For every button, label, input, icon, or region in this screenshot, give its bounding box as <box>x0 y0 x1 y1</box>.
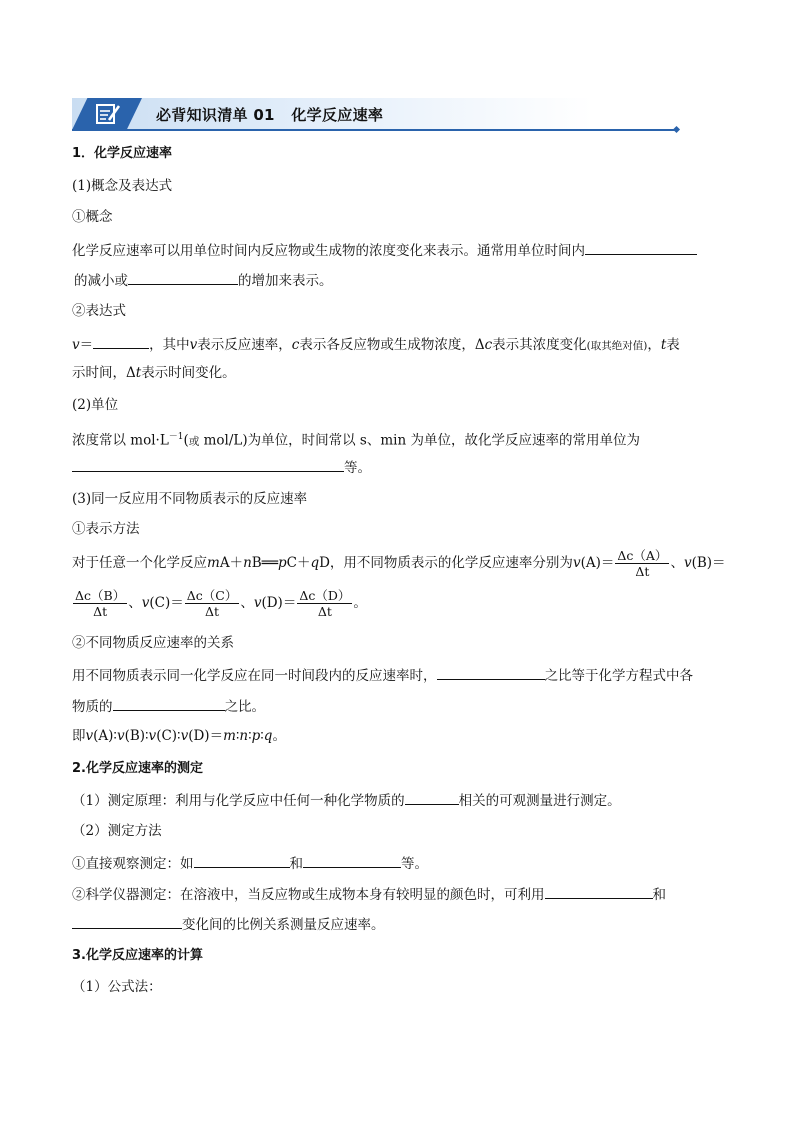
expression-line-1: v＝ ，其中v表示反应速率，c表示各反应物或生成物浓度，Δc表示其浓度变化(取其绝对值)，t表 <box>72 334 680 355</box>
subheading-unit: (2)单位 <box>72 397 119 413</box>
unit-line-2: 等。 <box>72 457 371 477</box>
concept-line-2: 的减小或 的增加来表示。 <box>72 270 333 290</box>
fraction-rate-C: $\frac{\Delta c(C)}{\Delta t}$ <box>186 588 238 619</box>
fill-blank-3[interactable] <box>93 334 149 349</box>
principle-line: （1）测定原理：利用与化学反应中任何一种化学物质的 相关的可观测量进行测定。 <box>72 790 621 810</box>
header-line-end-marker <box>673 126 680 133</box>
fill-blank-10[interactable] <box>545 884 653 899</box>
unit-line-1: 浓度常以 $mol\cdot L^{-1}$(或 mol/L)为单位，时间常以 s、min 为单位，故化学反应速率的常用单位为 <box>72 432 640 449</box>
fill-blank-9[interactable] <box>303 853 401 868</box>
direct-observation-line: ①直接观察测定：如 和 等。 <box>72 853 428 873</box>
fill-blank-11[interactable] <box>72 914 182 929</box>
relationship-line-2: 物质的 之比。 <box>72 696 265 716</box>
section-3-heading: 3.化学反应速率的计算 <box>72 948 203 963</box>
method-line-1: 对于任意一个化学反应mA＋nB══pC＋qD，用不同物质表示的化学反应速率分别为v(A)＝ $\frac{\Delta c(A)}{\Delta t}$ 、v(B)＝ <box>72 548 726 579</box>
formula-method-heading: （1）公式法： <box>72 979 162 995</box>
section-1-heading: 1．化学反应速率 <box>72 146 173 161</box>
subheading-concept-expression: (1)概念及表达式 <box>72 178 173 194</box>
section-2-heading: 2.化学反应速率的测定 <box>72 761 203 776</box>
label-expression: ②表达式 <box>72 303 126 319</box>
instrument-line-1: ②科学仪器测定：在溶液中，当反应物或生成物本身有较明显的颜色时，可利用 和 <box>72 884 666 904</box>
label-concept: ①概念 <box>72 209 113 225</box>
instrument-line-2: 变化间的比例关系测量反应速率。 <box>72 914 385 934</box>
concept-line-1: 化学反应速率可以用单位时间内反应物或生成物的浓度变化来表示。通常用单位时间内 <box>72 240 697 260</box>
header-underline <box>72 129 676 131</box>
ratio-line: 即v(A)∶v(B)∶v(C)∶v(D)＝m∶n∶p∶q。 <box>72 728 286 744</box>
section-header <box>72 98 682 132</box>
fill-blank-2[interactable] <box>128 270 238 285</box>
fill-blank-8[interactable] <box>194 853 290 868</box>
expression-line-2: 示时间，Δt表示时间变化。 <box>72 365 236 381</box>
header-title: 必背知识清单 01 化学反应速率 <box>156 106 384 124</box>
fill-blank-5[interactable] <box>437 665 545 680</box>
fill-blank-7[interactable] <box>405 790 459 805</box>
fill-blank-1[interactable] <box>585 240 697 255</box>
method-line-2: $\frac{\Delta c(B)}{\Delta t}$ 、v(C)＝ $\frac{\Delta c(C)}{\Delta t}$ 、v(D)＝ $\frac{\Delta c(D)}{\Delta t}$ 。 <box>75 588 367 619</box>
relationship-line-1: 用不同物质表示同一化学反应在同一时间段内的反应速率时， 之比等于化学方程式中各 <box>72 665 693 685</box>
fraction-rate-B: $\frac{\Delta c(B)}{\Delta t}$ <box>75 588 126 619</box>
note-pencil-icon <box>94 102 122 126</box>
fraction-rate-A: $\frac{\Delta c(A)}{\Delta t}$ <box>617 548 668 579</box>
label-method: ①表示方法 <box>72 521 140 537</box>
fill-blank-4[interactable] <box>72 457 344 472</box>
fraction-rate-D: $\frac{\Delta c(D)}{\Delta t}$ <box>299 588 351 619</box>
method-heading: （2）测定方法 <box>72 823 162 839</box>
label-relationship: ②不同物质反应速率的关系 <box>72 635 234 651</box>
subheading-different-substances: (3)同一反应用不同物质表示的反应速率 <box>72 491 308 507</box>
fill-blank-6[interactable] <box>113 696 225 711</box>
